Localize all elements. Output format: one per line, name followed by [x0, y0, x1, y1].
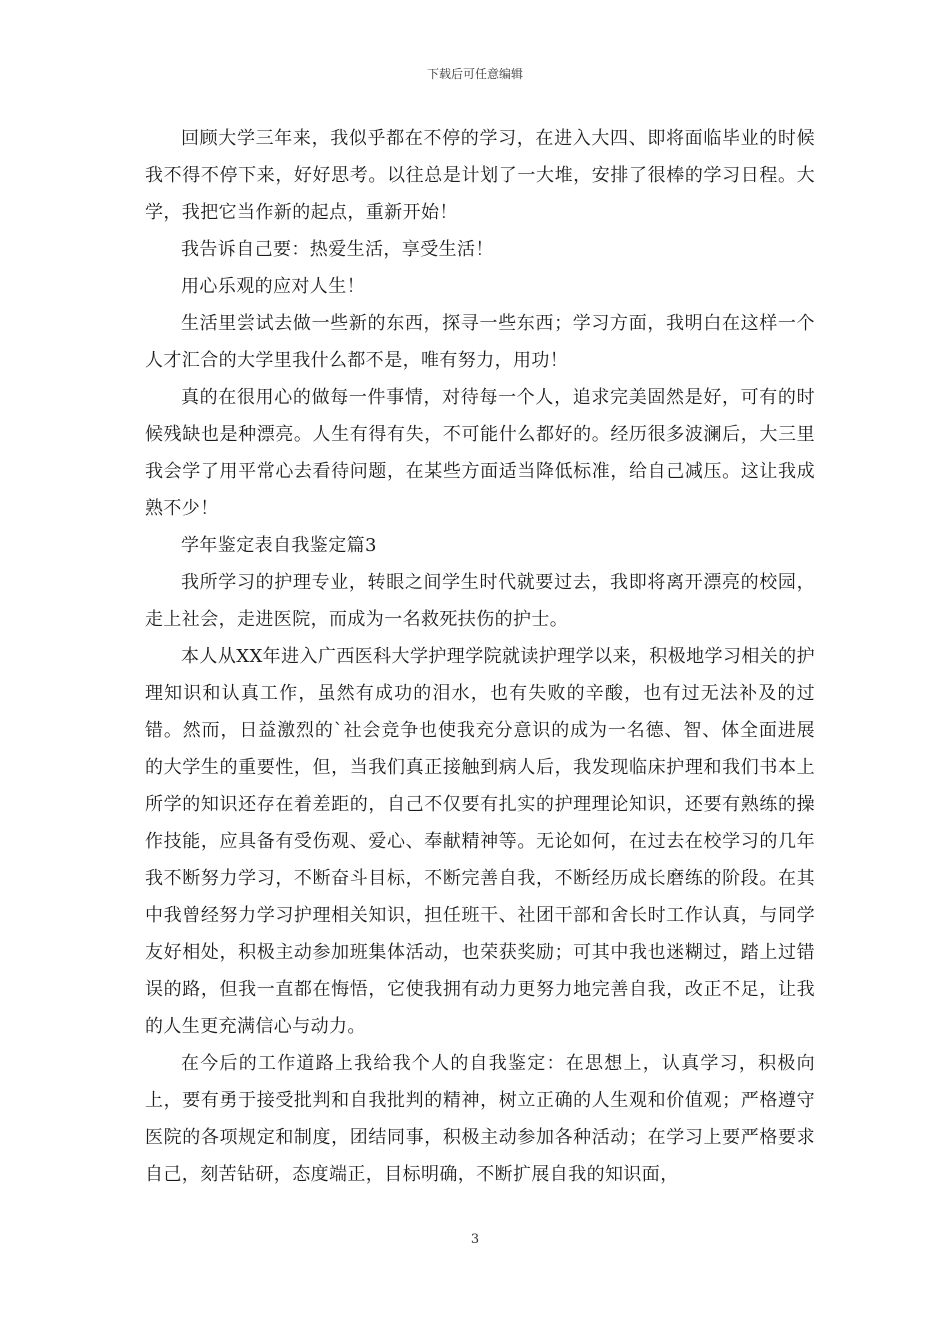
paragraph: 真的在很用心的做每一件事情，对待每一个人，追求完美固然是好，可有的时候残缺也是种漂亮。人生有得有失，不可能什么都好的。经历很多波澜后，大三里我会学了用平常心去看待问题，在某些方面适当降低标准，给自己减压。这让我成熟不少！	[145, 387, 815, 519]
paragraph: 本人从XX年进入广西医科大学护理学院就读护理学以来，积极地学习相关的护理知识和认真工作，虽然有成功的泪水，也有失败的辛酸，也有过无法补及的过错。然而，日益激烈的`社会竞争也使我充分意识的成为一名德、智、体全面进展的大学生的重要性，但，当我们真正接触到病人后，我发现临床护理和我们书本上所学的知识还存在着差距的，自己不仅要有扎实的护理理论知识，还要有熟练的操作技能，应具备有受伤观、爱心、奉献精神等。无论如何，在过去在校学习的几年我不断努力学习，不断奋斗目标，不断完善自我，不断经历成长磨练的阶段。在其中我曾经努力学习护理相关知识，担任班干、社团干部和舍长时工作认真，与同学友好相处，积极主动参加班集体活动，也荣获奖励；可其中我也迷糊过，踏上过错误的路，但我一直都在悔悟，它使我拥有动力更努力地完善自我，改正不足，让我的人生更充满信心与动力。	[145, 646, 815, 1037]
paragraph: 我所学习的护理专业，转眼之间学生时代就要过去，我即将离开漂亮的校园，走上社会，走进医院，而成为一名救死扶伤的护士。	[145, 572, 815, 630]
paragraph: 用心乐观的应对人生！	[181, 276, 365, 297]
section-heading: 学年鉴定表自我鉴定篇3	[181, 535, 377, 556]
document-body	[145, 120, 815, 1193]
paragraph: 在今后的工作道路上我给我个人的自我鉴定：在思想上，认真学习，积极向上，要有勇于接受批判和自我批判的精神，树立正确的人生观和价值观；严格遵守医院的各项规定和制度，团结同事，积极主动参加各种活动；在学习上要严格要求自己，刻苦钻研，态度端正，目标明确，不断扩展自我的知识面，	[145, 1053, 815, 1185]
paragraph: 生活里尝试去做一些新的东西，探寻一些东西；学习方面，我明白在这样一个人才汇合的大学里我什么都不是，唯有努力，用功！	[145, 313, 815, 371]
paragraph: 我告诉自己要：热爱生活，享受生活！	[181, 239, 494, 260]
page-header: 下载后可任意编辑	[426, 67, 523, 81]
paragraph: 回顾大学三年来，我似乎都在不停的学习，在进入大四、即将面临毕业的时候我不得不停下来，好好思考。以往总是计划了一大堆，安排了很棒的学习日程。大学，我把它当作新的起点，重新开始！	[145, 128, 815, 223]
page-number: 3	[470, 1232, 480, 1247]
